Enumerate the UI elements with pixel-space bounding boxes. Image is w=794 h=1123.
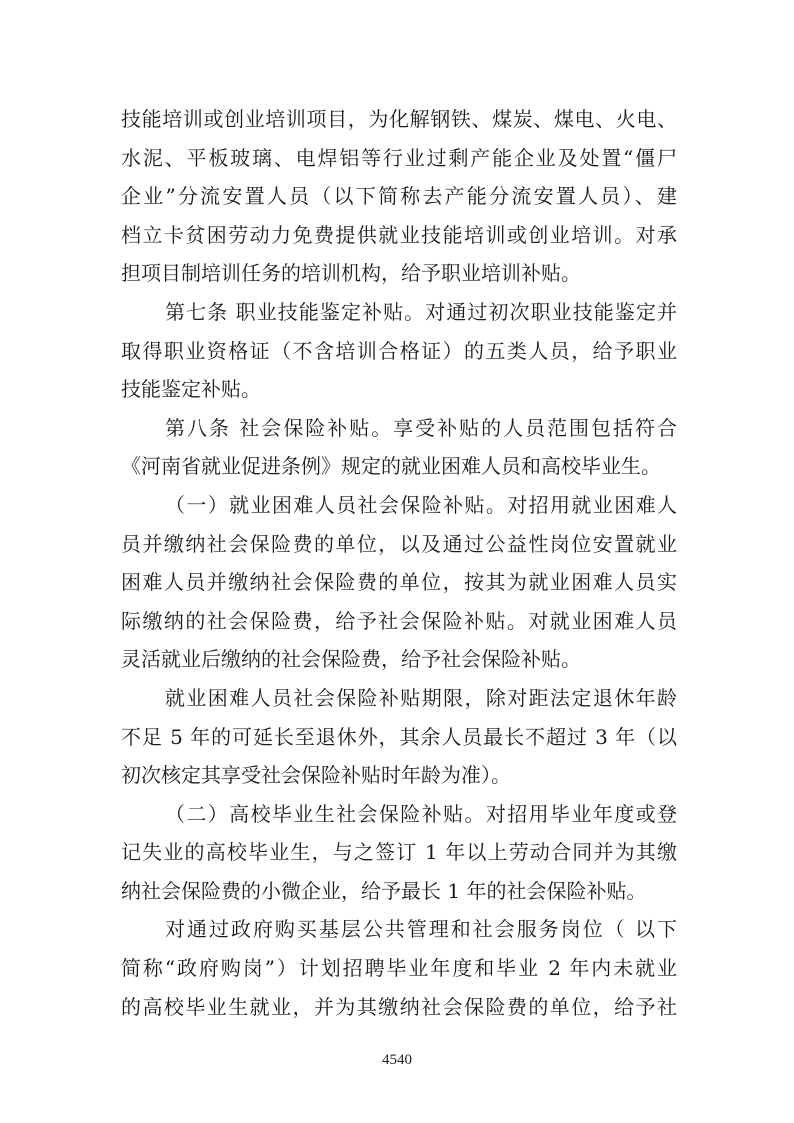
text-line: 际缴纳的社会保险费，给予社会保险补贴。对就业困难人员 bbox=[121, 608, 677, 633]
text-line: 灵活就业后缴纳的社会保险费，给予社会保险补贴。 bbox=[121, 647, 581, 672]
body-text bbox=[121, 100, 677, 1026]
text-line: 员并缴纳社会保险费的单位，以及通过公益性岗位安置就业 bbox=[121, 531, 677, 556]
text-line: 记失业的高校毕业生，与之签订 1 年以上劳动合同并为其缴 bbox=[121, 840, 677, 865]
text-line: 档立卡贫困劳动力免费提供就业技能培训或创业培训。对承 bbox=[121, 222, 677, 247]
text-line: 对通过政府购买基层公共管理和社会服务岗位（ 以下 bbox=[165, 917, 677, 942]
text-line: 第八条 社会保险补贴。享受补贴的人员范围包括符合 bbox=[165, 415, 677, 440]
text-line: 技能培训或创业培训项目，为化解钢铁、煤炭、煤电、火电、 bbox=[121, 107, 677, 131]
text-line: 初次核定其享受社会保险补贴时年龄为准）。 bbox=[121, 763, 511, 788]
text-line: 取得职业资格证（不含培训合格证）的五类人员，给予职业 bbox=[121, 338, 677, 363]
text-line: 企业”分流安置人员（以下简称去产能分流安置人员）、建 bbox=[121, 184, 677, 209]
text-line: （一）就业困难人员社会保险补贴。对招用就业困难人 bbox=[165, 492, 677, 517]
text-line: 简称“政府购岗”）计划招聘毕业年度和毕业 2 年内未就业 bbox=[121, 956, 677, 981]
text-line: 困难人员并缴纳社会保险费的单位，按其为就业困难人员实 bbox=[121, 570, 677, 595]
text-line: 《河南省就业促进条例》规定的就业困难人员和高校毕业生。 bbox=[121, 454, 661, 479]
text-line: （二）高校毕业生社会保险补贴。对招用毕业年度或登 bbox=[165, 801, 677, 826]
text-line: 担项目制培训任务的培训机构，给予职业培训补贴。 bbox=[121, 261, 581, 286]
text-line: 第七条 职业技能鉴定补贴。对通过初次职业技能鉴定并 bbox=[165, 299, 677, 324]
text-line: 就业困难人员社会保险补贴期限，除对距法定退休年龄 bbox=[165, 685, 677, 710]
text-line: 技能鉴定补贴。 bbox=[121, 377, 261, 402]
text-line: 纳社会保险费的小微企业，给予最长 1 年的社会保险补贴。 bbox=[121, 878, 647, 903]
text-line: 水泥、平板玻璃、电焊铝等行业过剩产能企业及处置“僵尸 bbox=[121, 145, 677, 170]
page-number: 4540 bbox=[382, 1052, 412, 1068]
text-line: 的高校毕业生就业，并为其缴纳社会保险费的单位，给予社 bbox=[121, 994, 677, 1019]
text-line: 不足 5 年的可延长至退休外，其余人员最长不超过 3 年（以 bbox=[121, 724, 677, 749]
